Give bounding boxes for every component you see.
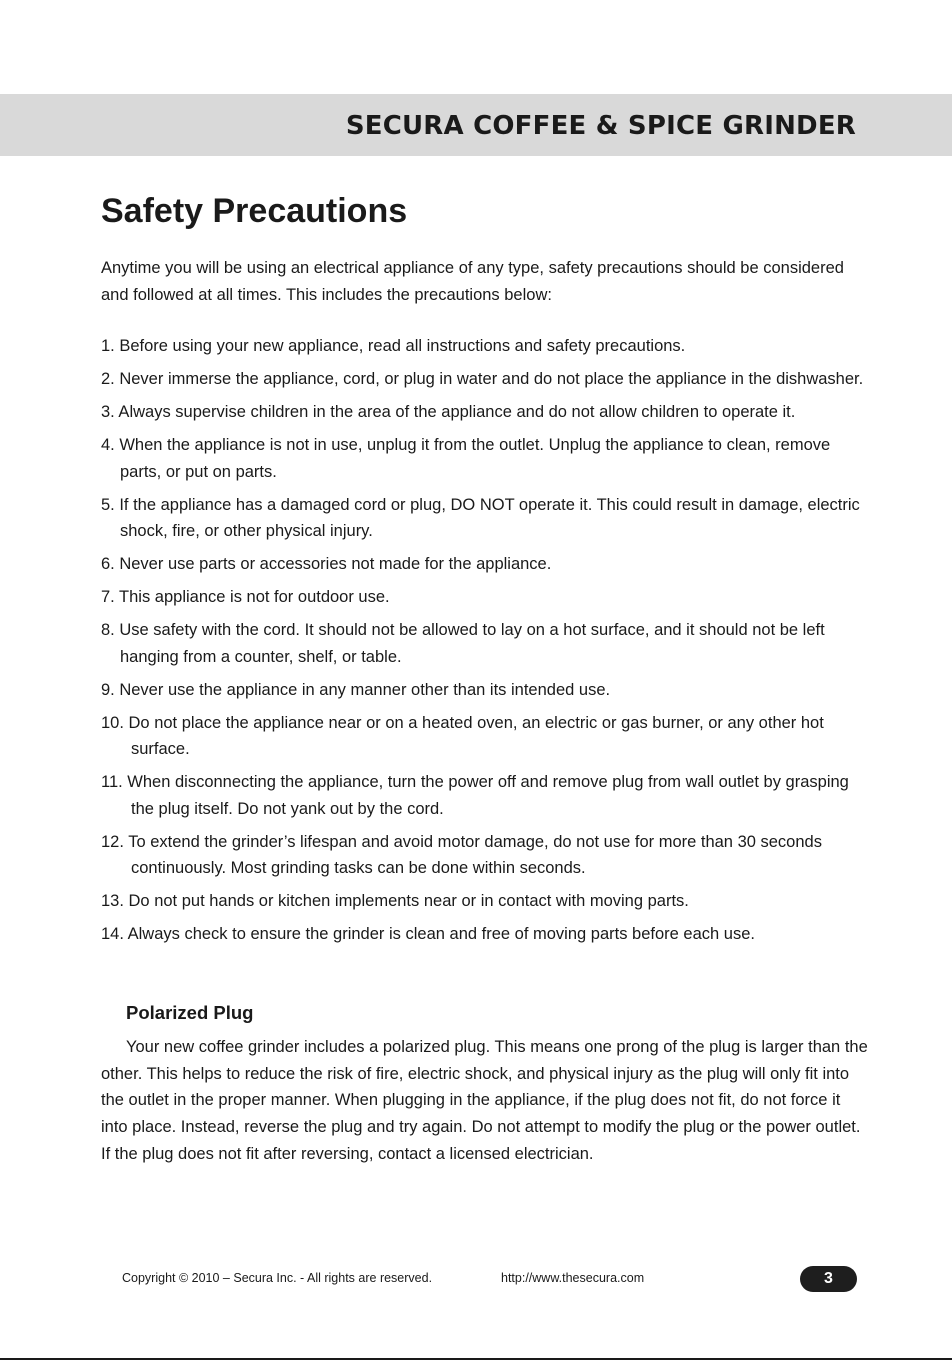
list-item: 3. Always supervise children in the area of the appliance and do not allow children to operate it. <box>101 403 796 421</box>
precautions-list <box>101 333 871 954</box>
list-item: 7. This appliance is not for outdoor use. <box>101 588 390 606</box>
page-title: Safety Precautions <box>101 192 408 230</box>
header-title: SECURA COFFEE & SPICE GRINDER <box>345 111 856 141</box>
list-item: 11. When disconnecting the appliance, turn the power off and remove plug from wall outlet by grasping the plug itself. Do not yank out by the cord. <box>101 773 849 818</box>
list-item: 1. Before using your new appliance, read all instructions and safety precautions. <box>101 337 686 355</box>
list-item: 12. To extend the grinder’s lifespan and avoid motor damage, do not use for more than 30 seconds continuously. Most grinding tasks can be done within seconds. <box>101 832 822 877</box>
list-item: 10. Do not place the appliance near or on a heated oven, an electric or gas burner, or any other hot surface. <box>101 713 824 758</box>
list-item: 4. When the appliance is not in use, unplug it from the outlet. Unplug the appliance to clean, remove parts, or put on parts. <box>101 436 831 481</box>
list-item: 2. Never immerse the appliance, cord, or plug in water and do not place the appliance in the dishwasher. <box>101 370 864 388</box>
list-item: 8. Use safety with the cord. It should not be allowed to lay on a hot surface, and it should not be left hanging from a counter, shelf, or table. <box>101 621 825 666</box>
list-item: 5. If the appliance has a damaged cord or plug, DO NOT operate it. This could result in damage, electric shock, fire, or other physical injury. <box>101 495 860 540</box>
intro-paragraph: Anytime you will be using an electrical appliance of any type, safety precautions should be considered and followed at all times. This includes the precautions below: <box>101 259 844 304</box>
list-item: 13. Do not put hands or kitchen implements near or in contact with moving parts. <box>101 892 689 910</box>
list-item: 9. Never use the appliance in any manner other than its intended use. <box>101 680 611 699</box>
footer-copyright: Copyright © 2010 – Secura Inc. - All rights are reserved. <box>122 1271 433 1285</box>
list-item: 14. Always check to ensure the grinder is clean and free of moving parts before each use. <box>101 925 755 943</box>
polarized-plug-paragraph: Your new coffee grinder includes a polarized plug. This means one prong of the plug is larger than the other. This helps to reduce the risk of fire, electric shock, and physical injury as the plug will only fit into the outlet in the proper manner. When plugging in the appliance, if the plug does not fit, do not force it into place. Instead, reverse the plug and try again. Do not attempt to modify the plug or the power outlet. If the plug does not fit after reversing, contact a licensed electrician. <box>101 1038 868 1163</box>
list-item: 6. Never use parts or accessories not made for the appliance. <box>101 555 552 573</box>
footer-url: http://www.thesecura.com <box>501 1271 645 1285</box>
polarized-plug-heading: Polarized Plug <box>126 1002 254 1023</box>
header-band <box>0 94 952 156</box>
page-number-badge: 3 <box>800 1266 857 1292</box>
bottom-divider <box>0 1358 952 1360</box>
